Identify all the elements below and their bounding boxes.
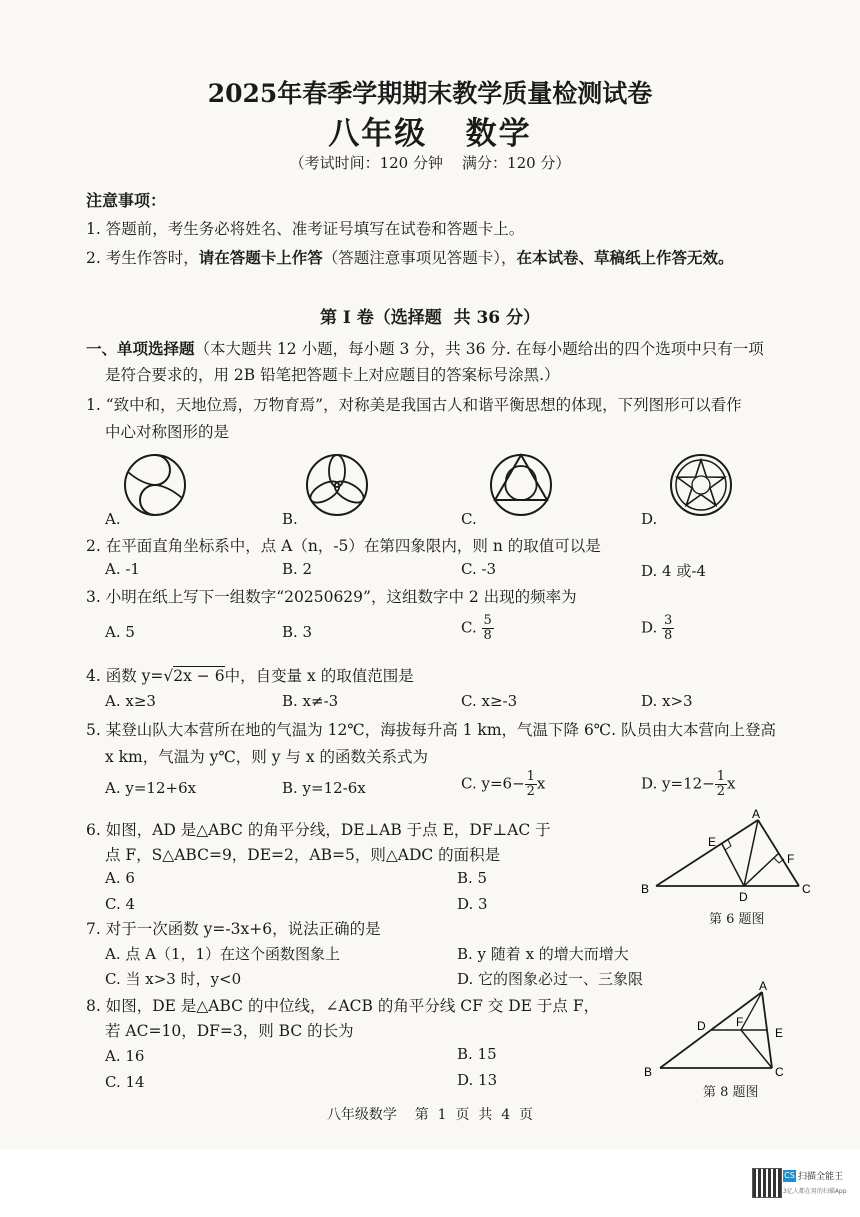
q5-line-2: x km，气温为 y℃，则 y 与 x 的函数关系式为 xyxy=(105,748,428,766)
q3-option-d xyxy=(641,614,674,643)
q7-option-d: D. 它的图象必过一、三象限 xyxy=(457,970,644,988)
q5-option-c xyxy=(461,770,545,799)
q3-option-c xyxy=(461,614,494,643)
q4-option-a: A. x≥3 xyxy=(105,692,156,710)
q2-option-d: D. 4 或-4 xyxy=(641,562,706,580)
notice-item-2-d: 在本试卷、草稿纸上作答无效。 xyxy=(516,248,734,267)
q2-option-c: C. -3 xyxy=(461,560,497,578)
q8-triangle-figure xyxy=(640,980,790,1078)
q2-stem: 2. 在平面直角坐标系中，点 A（n，-5）在第四象限内，则 n 的取值可以是 xyxy=(86,537,601,555)
q8-line-2: 若 AC=10，DF=3，则 BC 的长为 xyxy=(105,1022,354,1040)
q5-option-d-post: x xyxy=(727,774,736,793)
q4-option-b: B. x≠-3 xyxy=(282,692,339,710)
q6-line-1: 6. 如图，AD 是△ABC 的角平分线，DE⊥AB 于点 E，DF⊥AC 于 xyxy=(86,821,551,839)
q1-figure-a xyxy=(120,450,190,520)
page-footer: 八年级数学 第 1 页 共 4 页 xyxy=(326,1107,534,1123)
q6-label-e: E xyxy=(708,835,717,849)
q5-option-b: B. y=12-6x xyxy=(282,779,366,797)
q8-option-b: B. 15 xyxy=(457,1045,497,1063)
q1-figure-c xyxy=(486,450,556,520)
q4-stem-pre: 4. 函数 y= xyxy=(86,667,164,685)
notice-item-2 xyxy=(86,246,734,268)
q6-line-2: 点 F，S△ABC=9，DE=2，AB=5，则△ADC 的面积是 xyxy=(105,846,501,864)
q1-option-b: B. xyxy=(282,510,298,528)
notice-item-2-c: （答题注意事项见答题卡）， xyxy=(322,249,517,267)
subject-title: 八年级 数学 xyxy=(328,116,532,152)
notice-item-2-b: 请在答题卡上作答 xyxy=(198,248,323,267)
q7-stem: 7. 对于一次函数 y=-3x+6，说法正确的是 xyxy=(86,920,381,938)
q8-label-f: F xyxy=(736,1015,744,1029)
q1-option-a: A. xyxy=(105,510,121,528)
q2-option-b: B. 2 xyxy=(282,560,313,578)
q7-option-a: A. 点 A（1，1）在这个函数图象上 xyxy=(105,945,341,963)
q8-label-d: D xyxy=(697,1019,706,1033)
q8-line-1: 8. 如图，DE 是△ABC 的中位线，∠ACB 的角平分线 CF 交 DE 于点 F， xyxy=(86,997,600,1015)
notice-item-1: 1. 答题前，考生务必将姓名、准考证号填写在试卷和答题卡上。 xyxy=(86,220,525,238)
qr-code-icon xyxy=(752,1168,782,1198)
part-heading xyxy=(86,337,764,359)
q1-figure-d xyxy=(666,450,736,520)
q7-option-b: B. y 随着 x 的增大而增大 xyxy=(457,945,629,963)
q6-option-b: B. 5 xyxy=(457,869,488,887)
exam-title: 2025年春季学期期末教学质量检测试卷 xyxy=(207,79,653,108)
q6-option-c: C. 4 xyxy=(105,895,136,913)
q5-option-c-pre: C. y=6− xyxy=(461,774,525,793)
q6-label-c: C xyxy=(802,882,811,896)
q3-stem: 3. 小明在纸上写下一组数字“20250629”，这组数字中 2 出现的频率为 xyxy=(86,588,577,606)
q6-label-a: A xyxy=(752,807,761,821)
q6-option-d: D. 3 xyxy=(457,895,488,913)
q3-option-c-label: C. xyxy=(461,618,477,637)
q8-label-b: B xyxy=(644,1065,653,1078)
camscanner-tagline: 3亿人都在用的扫描App xyxy=(783,1188,847,1195)
q5-option-d-fraction: $\frac{1}{2}$ xyxy=(716,769,726,799)
q2-option-a: A. -1 xyxy=(105,560,140,578)
q6-triangle-figure xyxy=(636,806,814,906)
q8-option-c: C. 14 xyxy=(105,1073,145,1091)
q3-option-c-fraction: $\frac{5}{8}$ xyxy=(483,613,492,643)
exam-info: （考试时间：120 分钟 满分：120 分） xyxy=(289,154,571,172)
q1-option-d: D. xyxy=(641,510,658,528)
q6-label-d: D xyxy=(739,890,748,904)
q3-option-d-label: D. xyxy=(641,618,658,637)
q5-option-a: A. y=12+6x xyxy=(105,779,197,797)
q8-label-c: C xyxy=(775,1065,784,1078)
notice-item-2-a: 2. 考生作答时， xyxy=(86,249,199,267)
q4-option-d: D. x>3 xyxy=(641,692,693,710)
q1-line-1: 1. “致中和，天地位焉，万物育焉”，对称美是我国古人和谐平衡思想的体现，下列图形可以看作 xyxy=(86,396,742,414)
camscanner-brand: 扫描全能王 xyxy=(798,1172,844,1182)
sqrt-icon: √ xyxy=(163,667,174,685)
bottom-strip xyxy=(0,1150,860,1217)
q3-option-d-fraction: $\frac{3}{8}$ xyxy=(664,613,673,643)
q4-option-c: C. x≥-3 xyxy=(461,692,518,710)
q8-option-d: D. 13 xyxy=(457,1071,498,1089)
q7-option-c: C. 当 x>3 时，y<0 xyxy=(105,970,242,988)
q3-option-a: A. 5 xyxy=(105,623,135,641)
q1-line-2: 中心对称图形的是 xyxy=(105,423,230,441)
q5-option-d xyxy=(641,770,735,799)
q8-label-e: E xyxy=(775,1026,784,1040)
q6-figure-caption: 第 6 题图 xyxy=(709,912,765,927)
q8-option-a: A. 16 xyxy=(105,1047,145,1065)
q5-line-1: 5. 某登山队大本营所在地的气温为 12℃，海拔每升高 1 km，气温下降 6℃. 队员由大本营向上登高 xyxy=(86,721,776,739)
q3-option-b: B. 3 xyxy=(282,623,313,641)
q5-option-d-pre: D. y=12− xyxy=(641,774,715,793)
q6-label-b: B xyxy=(641,882,650,896)
q5-option-c-post: x xyxy=(536,774,546,793)
q1-figure-b xyxy=(302,450,372,520)
notice-heading: 注意事项： xyxy=(86,191,167,210)
q6-option-a: A. 6 xyxy=(105,869,135,887)
q4-stem-post: 中，自变量 x 的取值范围是 xyxy=(224,667,414,685)
q5-option-c-fraction: $\frac{1}{2}$ xyxy=(526,769,535,799)
q4-stem xyxy=(86,664,414,686)
section-title: 第 I 卷（选择题 共 36 分） xyxy=(319,308,541,328)
q8-figure-caption: 第 8 题图 xyxy=(703,1085,759,1100)
part-desc-2: 是符合要求的，用 2B 铅笔把答题卡上对应题目的答案标号涂黑.） xyxy=(105,366,560,384)
camscanner-logo-icon: CS xyxy=(784,1171,795,1180)
q6-label-f: F xyxy=(787,852,795,866)
part-desc-1: （本大题共 12 小题，每小题 3 分，共 36 分. 在每小题给出的四个选项中只有一项 xyxy=(194,340,764,358)
part-label: 一、单项选择题 xyxy=(86,339,195,358)
q8-label-a: A xyxy=(759,980,768,993)
q1-option-c: C. xyxy=(461,510,477,528)
q4-radicand: 2x − 6 xyxy=(173,667,225,685)
